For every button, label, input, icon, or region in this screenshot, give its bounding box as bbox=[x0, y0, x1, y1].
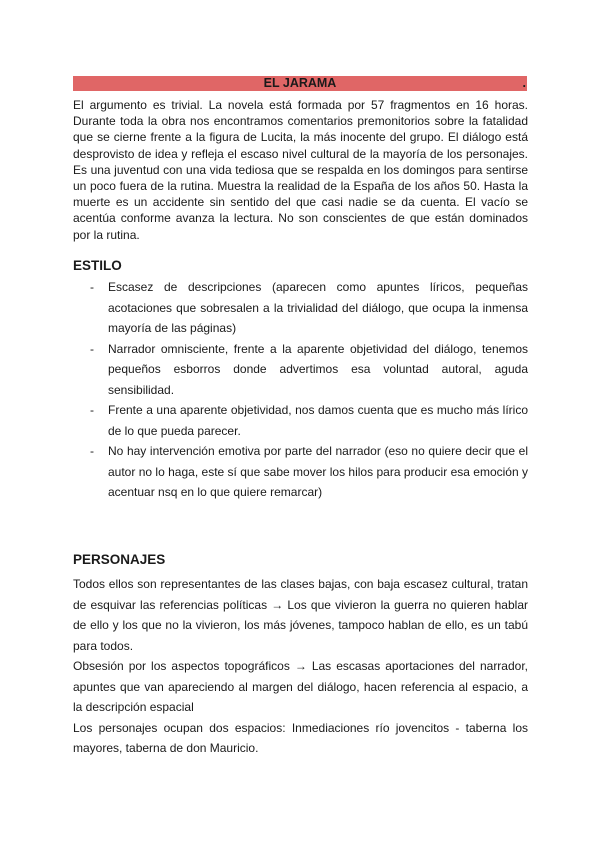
bullet-marker: - bbox=[90, 444, 94, 458]
personajes-paragraph: Obsesión por los aspectos topográficos → Las escasas aportaciones del narrador, apuntes que van apareciendo al margen del diálogo, hacen referencia al espacio, a la descripción espacial bbox=[73, 659, 528, 714]
list-item bbox=[73, 339, 528, 401]
title-highlight-bar bbox=[73, 76, 527, 91]
personajes-heading: PERSONAJES bbox=[73, 552, 166, 567]
list-item bbox=[73, 400, 528, 441]
bullet-text: Frente a una aparente objetividad, nos damos cuenta que es mucho más lírico de lo que pueda parecer. bbox=[108, 403, 528, 438]
list-item bbox=[73, 277, 528, 339]
personajes-paragraph: Todos ellos son representantes de las clases bajas, con baja escasez cultural, tratan de esquivar las referencias políticas → Los que vivieron la guerra no quieren hablar de ello y los que no la vivieron, los más jóvenes, tampoco hablan de ello, es un tabú para todos. bbox=[73, 577, 528, 653]
bullet-marker: - bbox=[90, 280, 94, 294]
bullet-text: No hay intervención emotiva por parte del narrador (eso no quiere decir que el autor no lo haga, este sí que sabe mover los hilos para producir esa emoción y acentuar nsq en lo que quiere remarcar) bbox=[108, 444, 528, 499]
estilo-bullet-list bbox=[73, 277, 528, 503]
personajes-body bbox=[73, 574, 528, 759]
personajes-paragraph: Los personajes ocupan dos espacios: Inmediaciones río jovencitos - taberna los mayores, taberna de don Mauricio. bbox=[73, 720, 528, 755]
bullet-text: Escasez de descripciones (aparecen como apuntes líricos, pequeñas acotaciones que sobresalen a la trivialidad del diálogo, que ocupa la inmensa mayoría de las páginas) bbox=[108, 280, 528, 335]
bullet-marker: - bbox=[90, 341, 94, 356]
document-title: EL JARAMA bbox=[263, 76, 337, 90]
list-item bbox=[73, 441, 528, 503]
bullet-text: Narrador omnisciente, frente a la aparente objetividad del diálogo, tenemos pequeños esborros donde advertimos esa voluntad autoral, aguda sensibilidad. bbox=[108, 341, 528, 397]
bullet-marker: - bbox=[90, 403, 94, 417]
title-trailing-mark: . bbox=[522, 76, 526, 90]
intro-paragraph: El argumento es trivial. La novela está formada por 57 fragmentos en 16 horas. Durante toda la obra nos encontramos comentarios premonitorios sobre la fatalidad que se cierne frente a la figura de Lucita, la más inocente del grupo. El diálogo está desprovisto de idea y refleja el escaso nivel cultural de la mayoría de los personajes. Es una juventud con una vida tediosa que se respalda en los domingos para sentirse un poco fuera de la rutina. Muestra la realidad de la España de los años 50. Hasta la muerte es un accidente sin sentido del que casi nadie se da cuenta. El vacío se acentúa conforme avanza la lectura. No son conscientes de que están dominados por la rutina. bbox=[73, 98, 528, 242]
estilo-heading: ESTILO bbox=[73, 258, 122, 273]
